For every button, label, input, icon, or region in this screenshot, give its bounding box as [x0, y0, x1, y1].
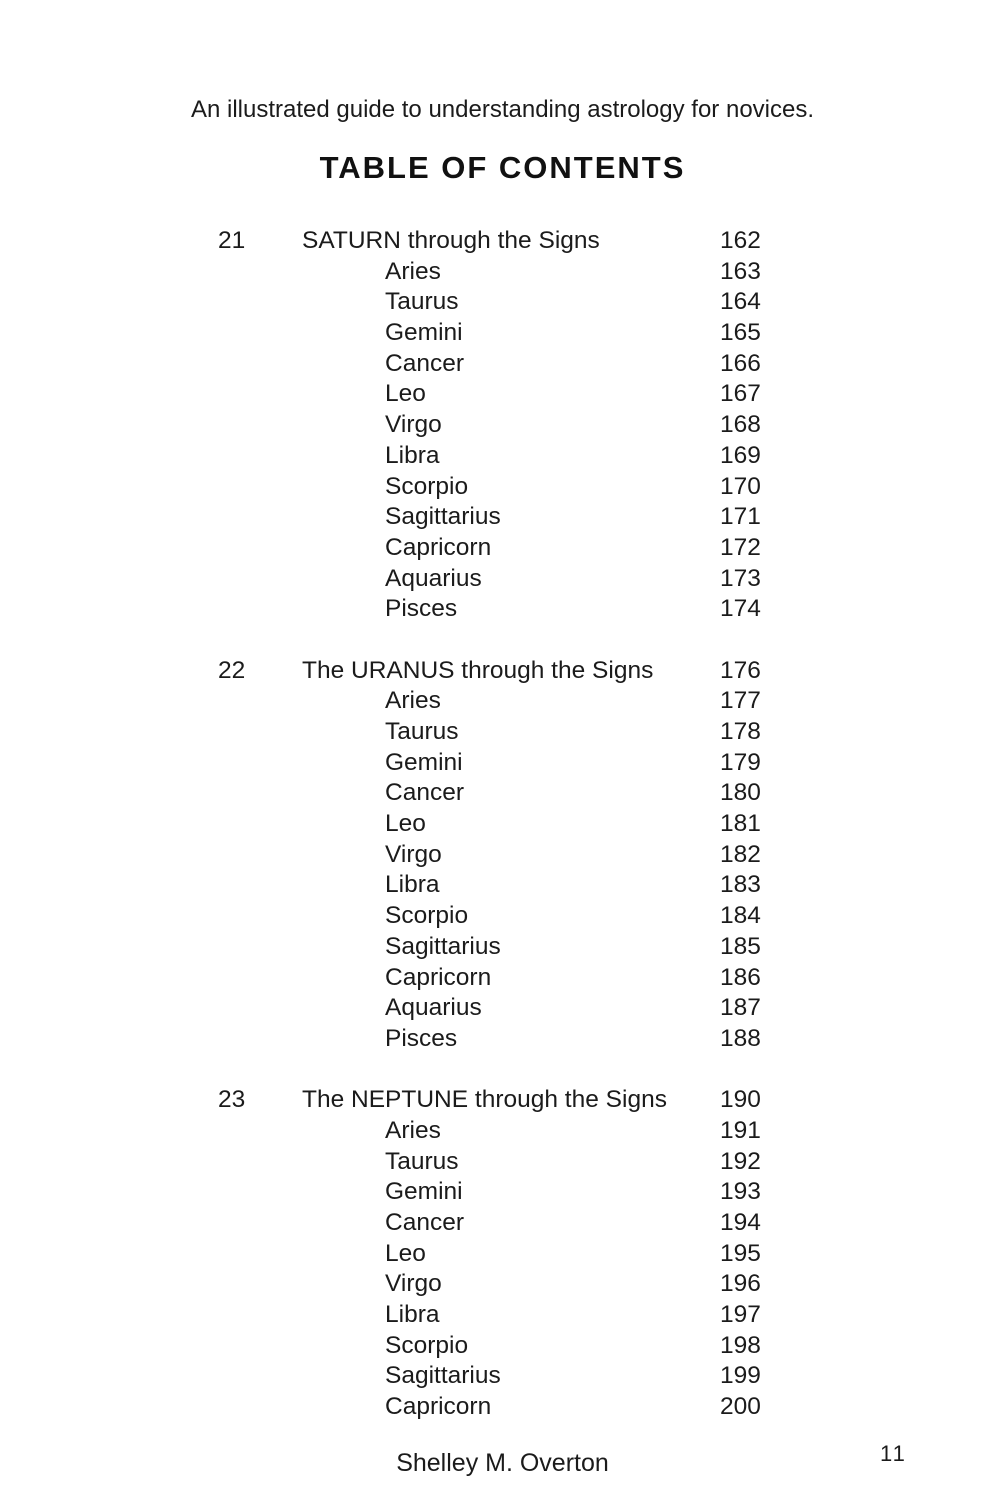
toc-entry-row — [218, 410, 798, 441]
toc-entry-row — [218, 1239, 798, 1270]
toc-entry-row — [218, 748, 798, 779]
toc-entry-label: Sagittarius — [385, 1362, 501, 1390]
toc-page-number: 196 — [720, 1270, 761, 1298]
toc-entry-label: Gemini — [385, 319, 463, 347]
toc-entry-row — [218, 533, 798, 564]
toc-page-number: 197 — [720, 1301, 761, 1329]
toc-entry-row — [218, 441, 798, 472]
toc-page-number: 176 — [720, 656, 761, 684]
toc-entry-label: Aquarius — [385, 994, 482, 1022]
toc-entry-row — [218, 1392, 798, 1423]
toc-entry-row — [218, 963, 798, 994]
toc-page-number: 183 — [720, 871, 761, 899]
toc-entry-label: Taurus — [385, 718, 459, 745]
toc-entry-row — [218, 717, 798, 748]
toc-entry-row — [218, 1024, 798, 1055]
toc-entry-row — [218, 901, 798, 932]
toc-entry-label: Scorpio — [385, 472, 469, 500]
toc-entry-row — [218, 502, 798, 533]
toc-page-number: 181 — [720, 810, 761, 838]
chapter-number: 21 — [218, 227, 246, 254]
toc-title: TABLE OF CONTENTS — [319, 150, 686, 185]
toc-page-number: 164 — [720, 288, 761, 316]
toc-entry-row — [218, 870, 798, 901]
toc-entry-label: Capricorn — [385, 963, 492, 991]
toc-page-number: 190 — [720, 1086, 761, 1114]
toc-chapter-title: The NEPTUNE through the Signs — [302, 1086, 667, 1114]
toc-entry-label: Pisces — [385, 595, 458, 623]
toc-entry-row — [218, 1147, 798, 1178]
toc-chapter-row — [218, 1085, 798, 1116]
toc-entry-label: Virgo — [385, 840, 442, 868]
toc-entry-label: Virgo — [385, 1270, 442, 1298]
toc-page-number: 194 — [720, 1209, 761, 1236]
toc-section — [218, 656, 798, 1055]
toc-entry-label: Scorpio — [385, 1331, 469, 1359]
toc-entry-label: Taurus — [385, 288, 459, 316]
toc-page-number: 198 — [720, 1331, 761, 1359]
toc-entry-row — [218, 1269, 798, 1300]
toc-entry-label: Capricorn — [385, 533, 492, 561]
toc-entry-label: Aries — [385, 257, 441, 285]
toc-page-number: 179 — [720, 748, 761, 776]
toc-entry-label: Scorpio — [385, 902, 469, 930]
toc-page-number: 200 — [720, 1393, 761, 1421]
toc-page-number: 191 — [720, 1116, 761, 1144]
toc-page-number: 170 — [720, 472, 761, 500]
chapter-number: 23 — [218, 1086, 246, 1114]
toc-page-number: 173 — [720, 564, 761, 592]
toc-entry-row — [218, 1116, 798, 1147]
toc-entry-label: Libra — [385, 1301, 440, 1329]
toc-entry-label: Cancer — [385, 779, 464, 807]
toc-page-number: 185 — [720, 932, 761, 960]
toc-page-number: 171 — [720, 503, 761, 531]
toc-entry-label: Gemini — [385, 748, 463, 776]
toc-page-number: 177 — [720, 687, 761, 715]
toc-entry-row — [218, 594, 798, 625]
toc-entry-row — [218, 840, 798, 871]
toc-entry-label: Virgo — [385, 411, 442, 439]
toc-page-number: 186 — [720, 963, 761, 991]
toc-page-number: 167 — [720, 380, 761, 408]
toc-page-number: 178 — [720, 718, 761, 745]
toc-entry-row — [218, 993, 798, 1024]
toc-entry-row — [218, 1361, 798, 1392]
toc-entry-row — [218, 932, 798, 963]
toc-entry-row — [218, 1208, 798, 1239]
toc-entry-label: Sagittarius — [385, 503, 501, 531]
toc-page-number: 172 — [720, 533, 761, 561]
toc-page-number: 182 — [720, 840, 761, 868]
toc-entry-row — [218, 318, 798, 349]
toc-entry-row — [218, 472, 798, 503]
toc-page-number: 199 — [720, 1362, 761, 1390]
toc-entry-label: Sagittarius — [385, 932, 501, 960]
toc-chapter-title: SATURN through the Signs — [302, 227, 600, 254]
toc-entry-row — [218, 349, 798, 380]
toc-entry-label: Leo — [385, 380, 426, 408]
toc-page-number: 184 — [720, 902, 761, 930]
footer-author: Shelley M. Overton — [396, 1449, 609, 1477]
toc-page-number: 163 — [720, 257, 761, 285]
toc-entry-row — [218, 564, 798, 595]
toc-entry-label: Aries — [385, 1116, 441, 1144]
toc-entry-row — [218, 686, 798, 717]
table-of-contents — [218, 226, 798, 1454]
toc-page-number: 168 — [720, 411, 761, 439]
toc-entry-label: Aries — [385, 687, 441, 715]
toc-entry-row — [218, 287, 798, 318]
toc-entry-label: Gemini — [385, 1178, 463, 1206]
toc-entry-label: Taurus — [385, 1147, 459, 1175]
book-subtitle: An illustrated guide to understanding astrology for novices. — [190, 96, 815, 123]
toc-page-number: 195 — [720, 1239, 761, 1267]
toc-chapter-row — [218, 656, 798, 687]
toc-entry-label: Cancer — [385, 1209, 464, 1236]
toc-page-number: 193 — [720, 1178, 761, 1206]
toc-section — [218, 1085, 798, 1423]
toc-page-number: 166 — [720, 349, 761, 377]
toc-entry-row — [218, 379, 798, 410]
toc-entry-label: Libra — [385, 441, 440, 469]
toc-entry-row — [218, 1300, 798, 1331]
toc-page-number: 188 — [720, 1024, 761, 1052]
toc-entry-label: Pisces — [385, 1024, 458, 1052]
toc-entry-row — [218, 257, 798, 288]
page-number: 11 — [880, 1441, 907, 1466]
toc-entry-row — [218, 1177, 798, 1208]
toc-page-number: 180 — [720, 779, 761, 807]
toc-page-number: 165 — [720, 319, 761, 347]
toc-entry-label: Leo — [385, 1239, 426, 1267]
chapter-number: 22 — [218, 656, 246, 684]
toc-entry-row — [218, 809, 798, 840]
toc-chapter-title: The URANUS through the Signs — [302, 656, 654, 684]
toc-page-number: 169 — [720, 441, 761, 469]
toc-entry-label: Capricorn — [385, 1393, 492, 1421]
toc-chapter-row — [218, 226, 798, 257]
toc-page-number: 192 — [720, 1147, 761, 1175]
toc-entry-row — [218, 1331, 798, 1362]
toc-page-number: 174 — [720, 595, 761, 623]
toc-entry-label: Cancer — [385, 349, 464, 377]
toc-entry-label: Aquarius — [385, 564, 482, 592]
toc-entry-label: Leo — [385, 810, 426, 838]
toc-page-number: 162 — [720, 227, 761, 254]
toc-entry-label: Libra — [385, 871, 440, 899]
toc-entry-row — [218, 778, 798, 809]
toc-section — [218, 226, 798, 625]
toc-page-number: 187 — [720, 994, 761, 1022]
